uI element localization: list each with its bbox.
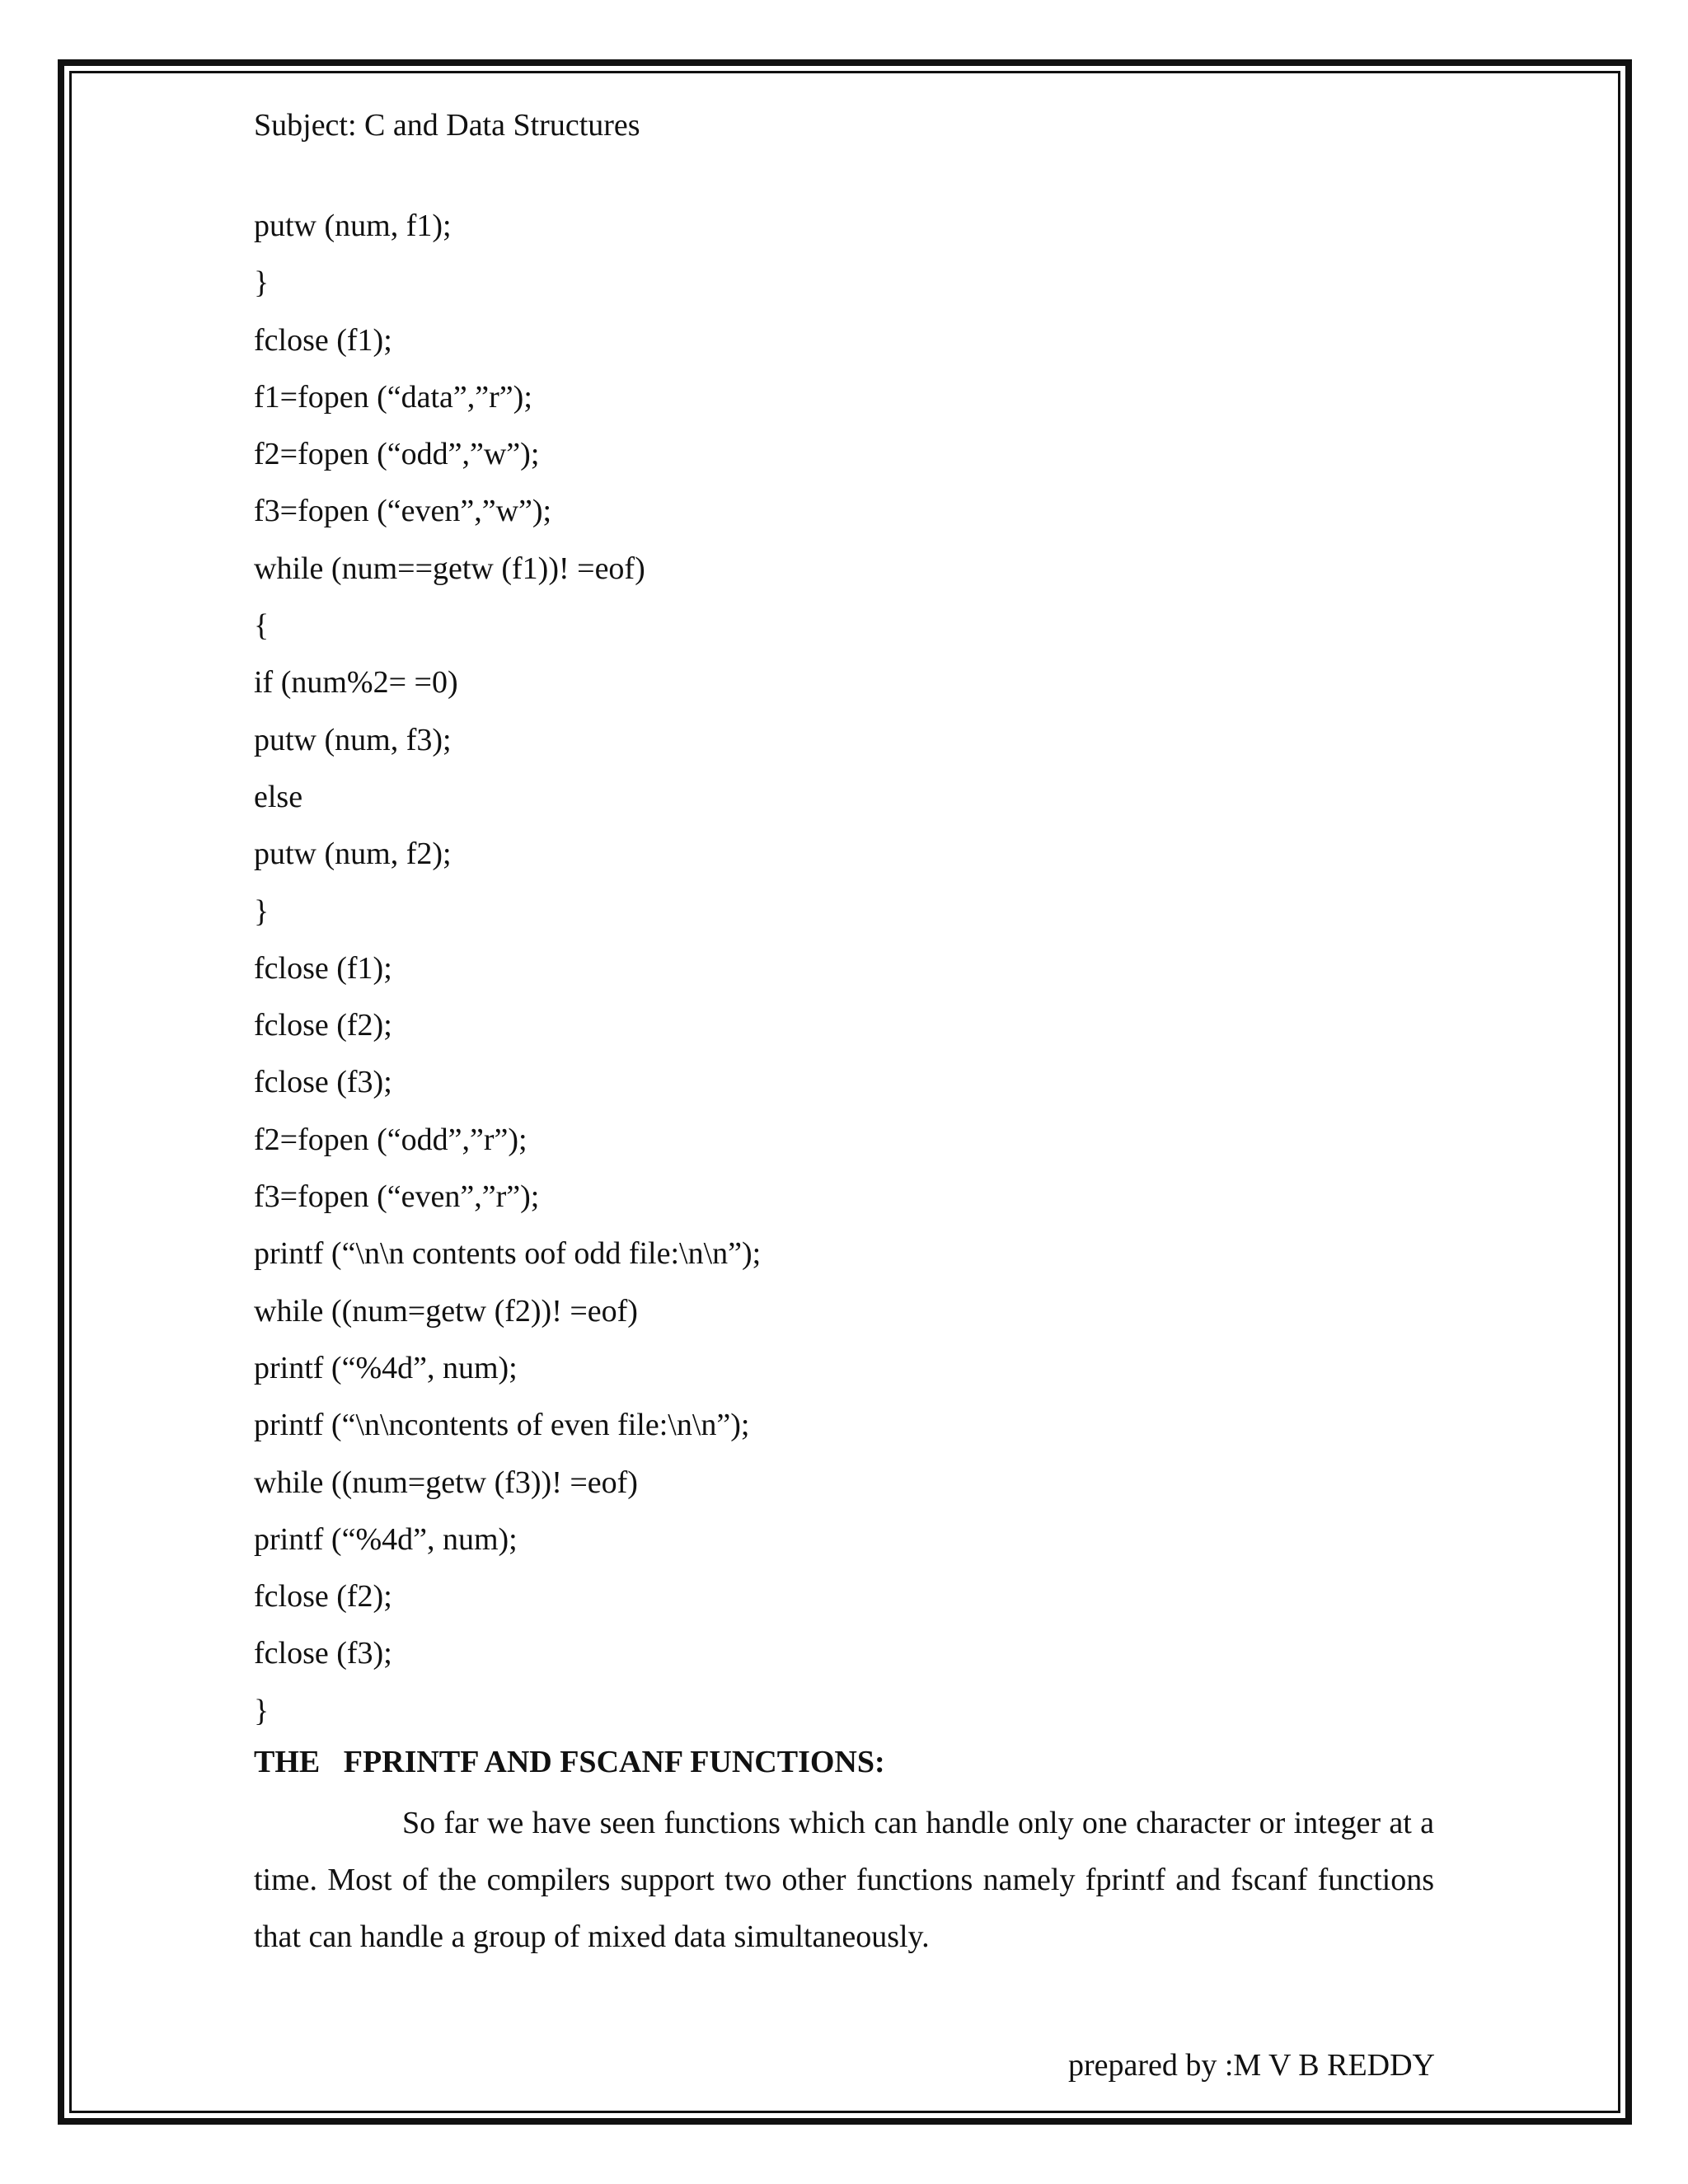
code-line: f2=fopen (“odd”,”r”); <box>254 1122 528 1157</box>
code-line: while (num==getw (f1))! =eof) <box>254 551 645 586</box>
code-line: if (num%2= =0) <box>254 665 458 701</box>
code-line: f3=fopen (“even”,”r”); <box>254 1179 540 1215</box>
code-line: f2=fopen (“odd”,”w”); <box>254 437 540 472</box>
code-line: while ((num=getw (f3))! =eof) <box>254 1465 638 1500</box>
code-line: } <box>254 893 270 929</box>
code-line: fclose (f1); <box>254 322 392 358</box>
footer-credit: prepared by :M V B REDDY <box>1067 2048 1435 2083</box>
code-line: else <box>254 779 303 814</box>
code-line: fclose (f2); <box>254 1008 392 1043</box>
code-line: printf (“\n\n contents oof odd file:\n\n”); <box>254 1236 762 1272</box>
code-line: putw (num, f3); <box>254 722 452 757</box>
code-line: f1=fopen (“data”,”r”); <box>254 379 532 415</box>
code-line: f3=fopen (“even”,”w”); <box>254 494 552 529</box>
code-line: fclose (f2); <box>254 1579 392 1615</box>
code-line: printf (“%4d”, num); <box>254 1521 518 1557</box>
code-listing <box>254 198 761 1740</box>
subject-header: Subject: C and Data Structures <box>254 108 640 143</box>
code-line: fclose (f1); <box>254 950 392 986</box>
code-line: } <box>254 265 270 301</box>
code-line: putw (num, f2); <box>254 837 452 872</box>
code-line: fclose (f3); <box>254 1065 392 1100</box>
code-line: putw (num, f1); <box>254 209 452 243</box>
section-paragraph: So far we have seen functions which can handle only one character or integer at a time. Most of the compilers support two other functions namely fprintf and fscanf functions that can handle a group of mixed data simultaneously. <box>254 1806 1434 1954</box>
section-heading: THE FPRINTF AND FSCANF FUNCTIONS: <box>254 1745 885 1779</box>
code-line: fclose (f3); <box>254 1636 392 1671</box>
code-line: { <box>254 608 270 644</box>
code-line: printf (“%4d”, num); <box>254 1350 518 1385</box>
code-line: } <box>254 1693 270 1728</box>
code-line: while ((num=getw (f2))! =eof) <box>254 1293 638 1329</box>
code-line: printf (“\n\ncontents of even file:\n\n”); <box>254 1408 750 1443</box>
